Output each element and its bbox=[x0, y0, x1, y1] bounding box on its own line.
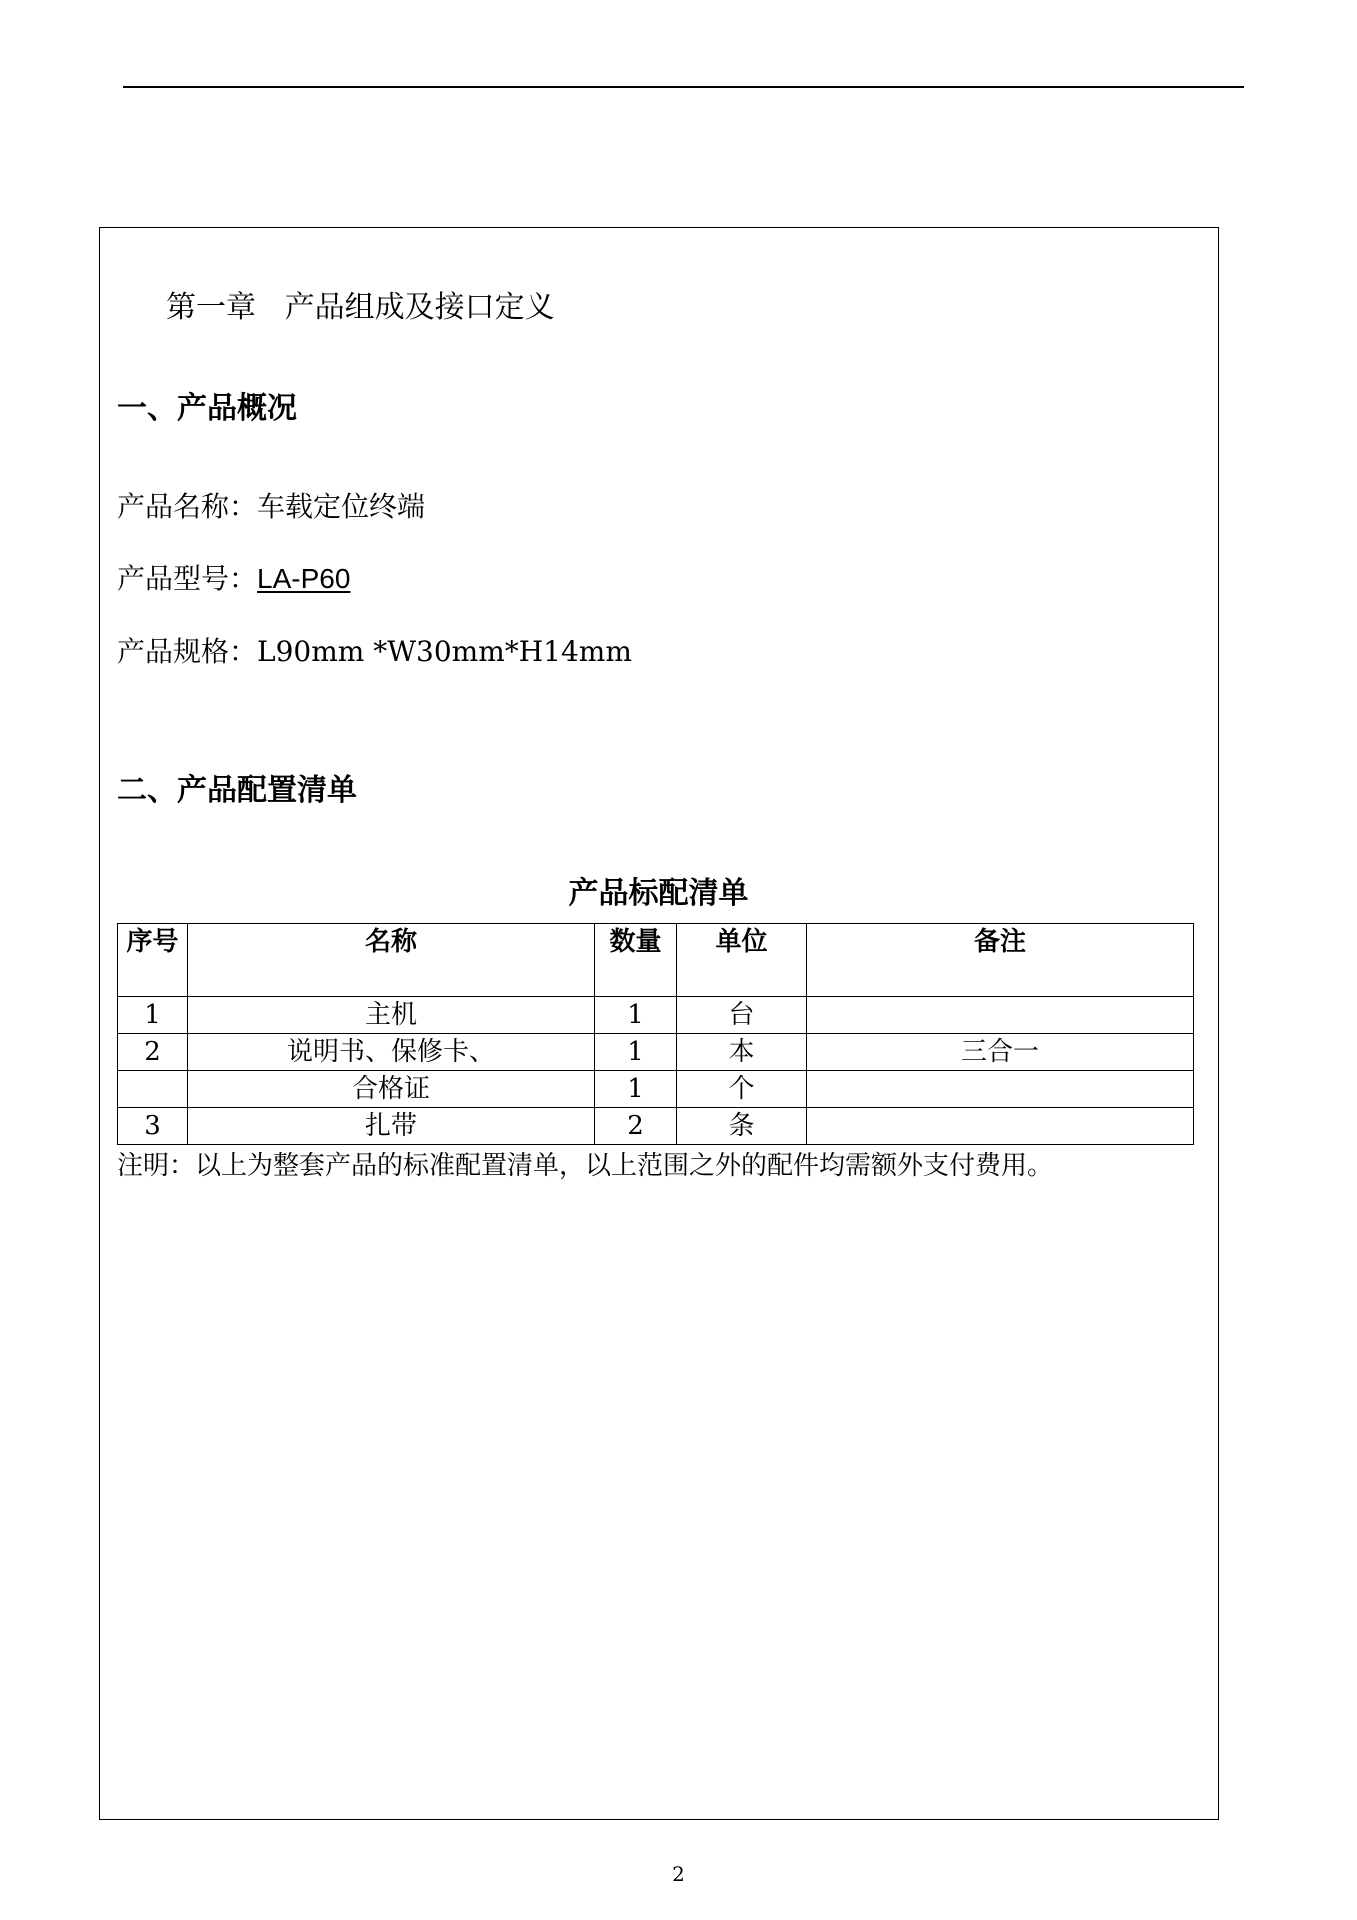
chapter-number: 第一章 bbox=[166, 290, 256, 325]
cell-remark: 三合一 bbox=[807, 1034, 1194, 1071]
cell-index: 1 bbox=[118, 997, 188, 1034]
cell-name: 扎带 bbox=[188, 1108, 595, 1145]
cell-quantity: 1 bbox=[595, 1034, 677, 1071]
cell-remark bbox=[807, 1071, 1194, 1108]
product-name-line bbox=[117, 485, 425, 525]
header-index: 序号 bbox=[118, 924, 188, 997]
cell-index: 2 bbox=[118, 1034, 188, 1071]
header-name: 名称 bbox=[188, 924, 595, 997]
header-rule bbox=[123, 86, 1244, 88]
header-quantity: 数量 bbox=[595, 924, 677, 997]
product-model-label: 产品型号： bbox=[117, 562, 258, 595]
cell-quantity: 1 bbox=[595, 1071, 677, 1108]
section-title-config: 二、产品配置清单 bbox=[117, 773, 357, 808]
config-table bbox=[117, 923, 1194, 1145]
cell-unit: 个 bbox=[677, 1071, 807, 1108]
table-note: 注明：以上为整套产品的标准配置清单，以上范围之外的配件均需额外支付费用。 bbox=[117, 1151, 1054, 1181]
header-unit: 单位 bbox=[677, 924, 807, 997]
cell-unit: 条 bbox=[677, 1108, 807, 1145]
cell-name: 合格证 bbox=[188, 1071, 595, 1108]
table-row bbox=[118, 1071, 1194, 1108]
cell-quantity: 1 bbox=[595, 997, 677, 1034]
cell-name: 主机 bbox=[188, 997, 595, 1034]
table-title: 产品标配清单 bbox=[568, 876, 749, 911]
chapter-title bbox=[166, 282, 555, 326]
cell-index bbox=[118, 1071, 188, 1108]
cell-remark bbox=[807, 997, 1194, 1034]
product-model-line bbox=[117, 557, 350, 597]
product-model-value: LA-P60 bbox=[257, 563, 351, 594]
product-name-label: 产品名称： bbox=[117, 490, 258, 523]
table-row bbox=[118, 1108, 1194, 1145]
cell-unit: 台 bbox=[677, 997, 807, 1034]
table-row bbox=[118, 1034, 1194, 1071]
product-spec-value: L90mm *W30mm*H14mm bbox=[257, 635, 632, 668]
cell-name: 说明书、保修卡、 bbox=[188, 1034, 595, 1071]
cell-quantity: 2 bbox=[595, 1108, 677, 1145]
cell-remark bbox=[807, 1108, 1194, 1145]
header-remark: 备注 bbox=[807, 924, 1194, 997]
chapter-title-text: 产品组成及接口定义 bbox=[284, 290, 555, 325]
cell-index: 3 bbox=[118, 1108, 188, 1145]
section-title-overview: 一、产品概况 bbox=[117, 391, 297, 426]
table-header-row bbox=[118, 924, 1194, 997]
product-name-value: 车载定位终端 bbox=[257, 490, 426, 523]
product-spec-label: 产品规格： bbox=[117, 635, 258, 668]
cell-unit: 本 bbox=[677, 1034, 807, 1071]
table-row bbox=[118, 997, 1194, 1034]
page-number: 2 bbox=[672, 1862, 685, 1886]
product-spec-line bbox=[117, 630, 632, 670]
